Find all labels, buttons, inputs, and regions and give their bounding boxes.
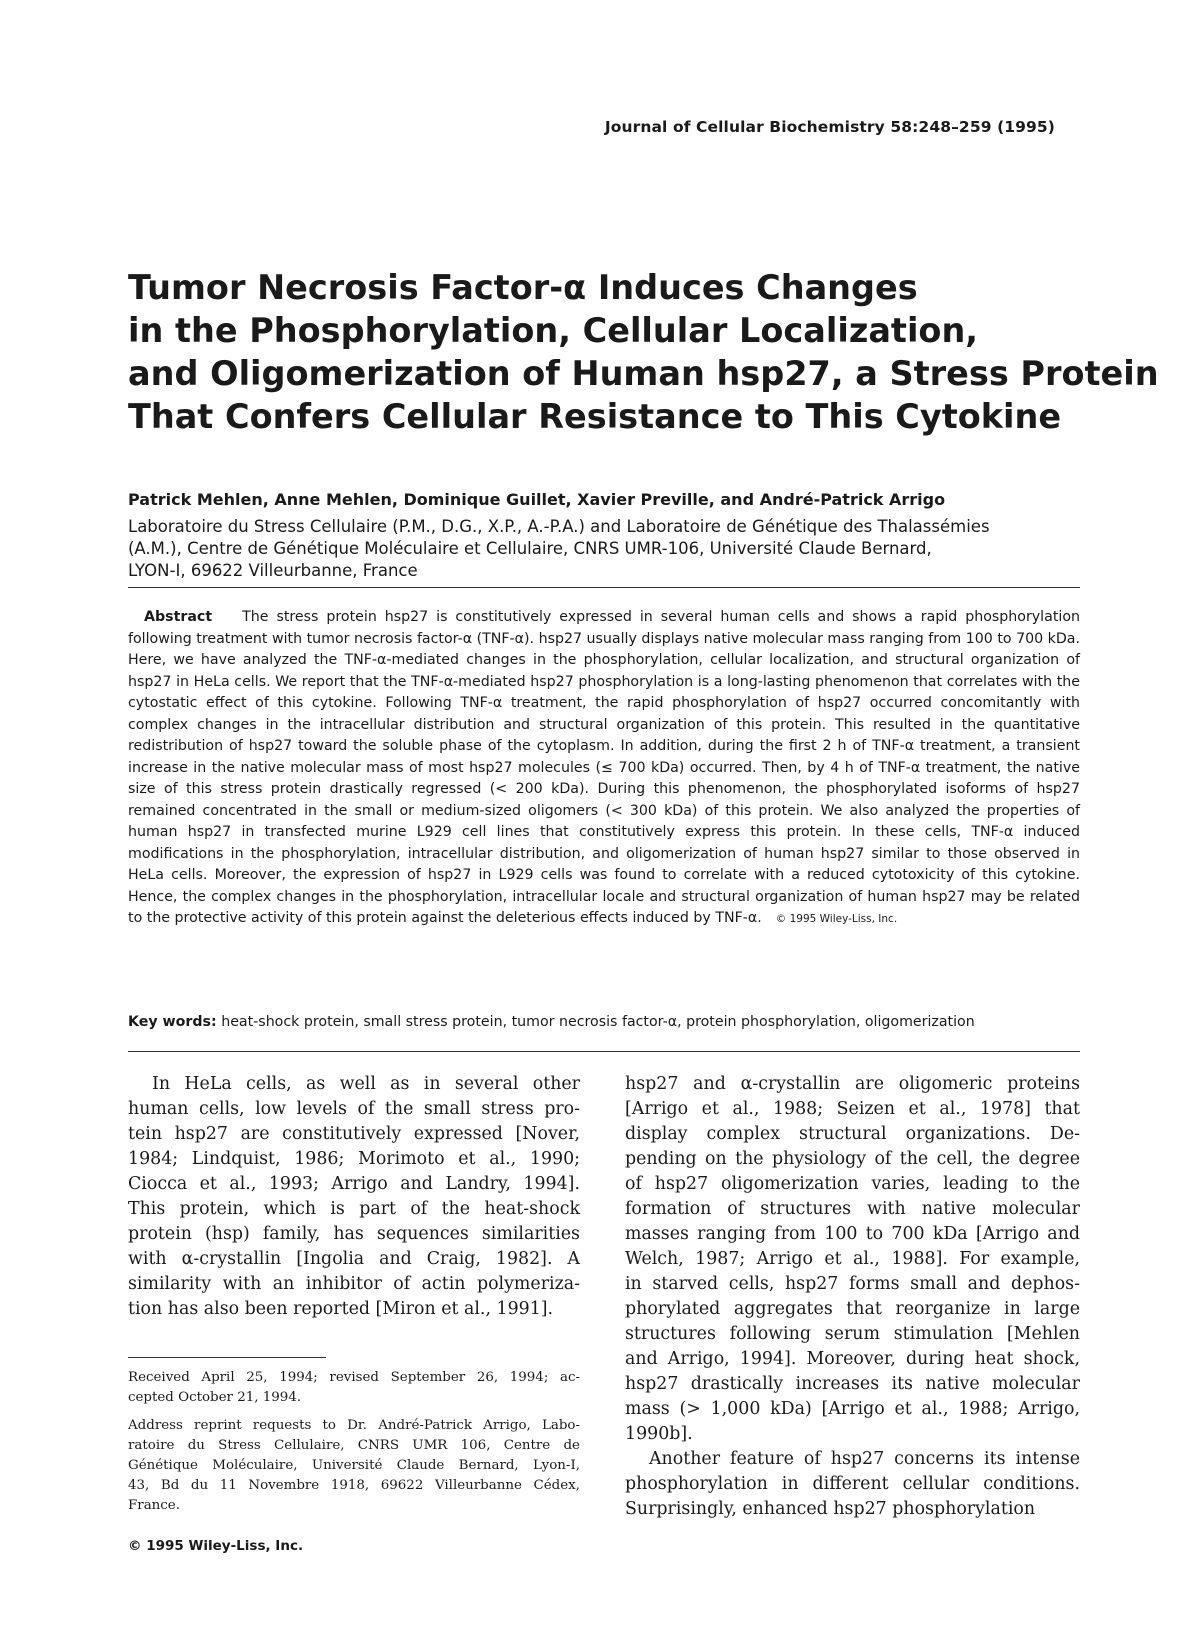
abstract-bottom-rule xyxy=(128,1051,1080,1052)
text-line: Another feature of hsp27 concerns its intense xyxy=(649,1449,1080,1469)
abstract xyxy=(128,607,1080,931)
abstract-label: Abstract xyxy=(144,609,213,625)
text-line: In HeLa cells, as well as in several other xyxy=(152,1074,580,1094)
text-line: mass (> 1,000 kDa) [Arrigo et al., 1988; Arrigo, xyxy=(625,1399,1080,1419)
text-line: cepted October 21, 1994. xyxy=(128,1390,302,1405)
affiliation xyxy=(128,516,1088,582)
abstract-text: The stress protein hsp27 is constitutively expressed in several human cells and shows a rapid phosphorylation following treatment with tumor necrosis factor-α (TNF-α). hsp27 usually displays native molecular mass ranging from 100 to 700 kDa. Here, we have analyzed the TNF-α-mediated changes in the phosphorylation, cellular localization, and structural organization of hsp27 in HeLa cells. We report that the TNF-α-mediated hsp27 phosphorylation is a long-lasting phenomenon that correlates with the cytostatic effect of this cytokine. Following TNF-α treatment, the rapid phosphorylation of hsp27 occurred concomitantly with complex changes in the intracellular distribution and structural organization of this protein. This resulted in the quantitative redistribution of hsp27 toward the soluble phase of the cytoplasm. In addition, during the first 2 h of TNF-α treatment, a transient increase in the native molecular mass of most hsp27 molecules (≤ 700 kDa) occurred. Then, by 4 h of TNF-α treatment, the native size of this stress protein drastically regressed (< 200 kDa). During this phenomenon, the phosphorylated isoforms of hsp27 remained concentrated in the small or medium-sized oligomers (< 300 kDa) of this protein. We also analyzed the properties of human hsp27 in transfected murine L929 cell lines that constitutively express this protein. In these cells, TNF-α induced modifications in the phosphorylation, intracellular distribution, and oligomerization of human hsp27 similar to those observed in HeLa cells. Moreover, the expression of hsp27 in L929 cells was found to correlate with a reduced cytotoxicity of this cytokine. Hence, the complex changes in the phosphorylation, intracellular locale and structural organization of human hsp27 may be related to the protective activity of this protein against the deleterious effects induced by TNF-α. xyxy=(128,609,1081,926)
text-line: hsp27 drastically increases its native molecular xyxy=(625,1374,1080,1394)
title-line: Tumor Necrosis Factor-α Induces Changes xyxy=(128,268,918,307)
text-line: [Arrigo et al., 1988; Seizen et al., 1978] that xyxy=(625,1099,1080,1119)
text-line: with α-crystallin [Ingolia and Craig, 1982]. A xyxy=(128,1249,580,1269)
text-line: and Arrigo, 1994]. Moreover, during heat shock, xyxy=(625,1349,1080,1369)
text-line: Received April 25, 1994; revised September 26, 1994; ac- xyxy=(128,1370,580,1385)
affiliation-line: Laboratoire du Stress Cellulaire (P.M., D.G., X.P., A.-P.A.) and Laboratoire de Génétique des Thalassémies xyxy=(128,517,990,536)
text-line: formation of structures with native molecular xyxy=(625,1199,1080,1219)
footer-copyright: © 1995 Wiley-Liss, Inc. xyxy=(128,1538,304,1554)
author-list: Patrick Mehlen, Anne Mehlen, Dominique Guillet, Xavier Preville, and André-Patrick Arrigo xyxy=(128,490,946,509)
text-line: 1990b]. xyxy=(625,1424,693,1444)
text-line: ratoire du Stress Cellulaire, CNRS UMR 106, Centre de xyxy=(128,1438,580,1453)
text-line: phorylated aggregates that reorganize in large xyxy=(625,1299,1080,1319)
text-line: 43, Bd du 11 Novembre 1918, 69622 Villeurbanne Cédex, xyxy=(128,1478,580,1493)
abstract-copyright: © 1995 Wiley-Liss, Inc. xyxy=(775,913,898,925)
text-line: 1984; Lindquist, 1986; Morimoto et al., 1990; xyxy=(128,1149,580,1169)
text-line: France. xyxy=(128,1498,180,1513)
text-line: structures following serum stimulation [Mehlen xyxy=(625,1324,1080,1344)
body-column-right xyxy=(625,1072,1080,1522)
text-line: pending on the physiology of the cell, the degree xyxy=(625,1149,1080,1169)
footnote-reprint xyxy=(128,1416,580,1516)
text-line: of hsp27 oligomerization varies, leading to the xyxy=(625,1174,1080,1194)
text-line: Welch, 1987; Arrigo et al., 1988]. For example, xyxy=(625,1249,1080,1269)
journal-header: Journal of Cellular Biochemistry 58:248–259 (1995) xyxy=(604,118,1055,136)
text-line: Address reprint requests to Dr. André-Patrick Arrigo, Labo- xyxy=(128,1418,580,1433)
body-column-left xyxy=(128,1072,580,1322)
text-line: Surprisingly, enhanced hsp27 phosphorylation xyxy=(625,1499,1036,1519)
affiliation-line: (A.M.), Centre de Génétique Moléculaire et Cellulaire, CNRS UMR-106, Université Claude Bernard, xyxy=(128,539,932,558)
title-line: in the Phosphorylation, Cellular Localization, xyxy=(128,311,979,350)
body-paragraph xyxy=(625,1447,1080,1522)
text-line: protein (hsp) family, has sequences similarities xyxy=(128,1224,580,1244)
text-line: Ciocca et al., 1993; Arrigo and Landry, 1994]. xyxy=(128,1174,580,1194)
keywords-label: Key words: xyxy=(128,1014,217,1030)
text-line: tion has also been reported [Miron et al., 1991]. xyxy=(128,1299,554,1319)
title-line: and Oligomerization of Human hsp27, a Stress Protein xyxy=(128,354,1159,393)
body-paragraph xyxy=(128,1072,580,1322)
text-line: This protein, which is part of the heat-shock xyxy=(128,1199,580,1219)
body-paragraph xyxy=(625,1072,1080,1447)
affiliation-line: LYON-I, 69622 Villeurbanne, France xyxy=(128,561,418,580)
text-line: hsp27 and α-crystallin are oligomeric proteins xyxy=(625,1074,1080,1094)
text-line: tein hsp27 are constitutively expressed [Nover, xyxy=(128,1124,580,1144)
footnote-rule xyxy=(128,1357,326,1358)
text-line: masses ranging from 100 to 700 kDa [Arrigo and xyxy=(625,1224,1080,1244)
keywords-text: heat-shock protein, small stress protein, tumor necrosis factor-α, protein phosphorylation, oligomerization xyxy=(221,1014,975,1030)
text-line: display complex structural organizations. De- xyxy=(625,1124,1080,1144)
footnote-received xyxy=(128,1368,580,1408)
article-title xyxy=(128,266,1159,438)
text-line: Génétique Moléculaire, Université Claude Bernard, Lyon-I, xyxy=(128,1458,580,1473)
abstract-top-rule xyxy=(128,587,1080,588)
title-line: That Confers Cellular Resistance to This Cytokine xyxy=(128,397,1062,436)
text-line: human cells, low levels of the small stress pro- xyxy=(128,1099,580,1119)
footnotes xyxy=(128,1368,580,1524)
text-line: similarity with an inhibitor of actin polymeriza- xyxy=(128,1274,580,1294)
keywords xyxy=(128,1014,1088,1030)
text-line: phosphorylation in different cellular conditions. xyxy=(625,1474,1080,1494)
text-line: in starved cells, hsp27 forms small and dephos- xyxy=(625,1274,1080,1294)
